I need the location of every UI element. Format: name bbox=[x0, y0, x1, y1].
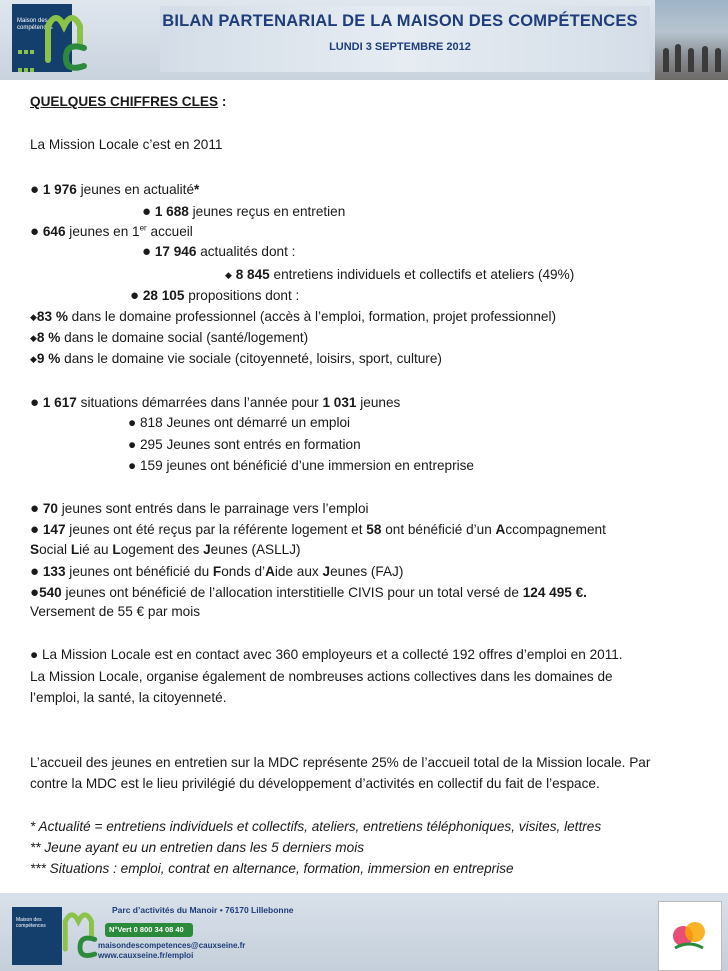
footer-phone: N°Vert 0 800 34 08 40 bbox=[105, 923, 193, 937]
stat-line: ● 1 976 jeunes en actualité* bbox=[30, 181, 200, 198]
stat-line: Versement de 55 € par mois bbox=[30, 604, 201, 619]
bullet-icon: ● bbox=[30, 500, 40, 517]
stat-line: ◆9 % dans le domaine vie sociale (citoyenneté, loisirs, sport, culture) bbox=[30, 351, 442, 366]
logo-text: Maison des compétences bbox=[17, 18, 53, 31]
stat-line: ● 133 jeunes ont bénéficié du Fonds d’Aide aux Jeunes (FAJ) bbox=[30, 563, 404, 580]
paragraph-line: La Mission Locale, organise également de nombreuses actions collectives dans les domaines de bbox=[30, 669, 613, 684]
stat-line: ◆8 % dans le domaine social (santé/logement) bbox=[30, 330, 309, 345]
footer-address: Parc d’activités du Manoir • 76170 Lillebonne bbox=[112, 905, 294, 915]
header-photo bbox=[655, 0, 728, 80]
footer-mc-logo-icon bbox=[62, 901, 98, 963]
bullet-icon: ● bbox=[130, 287, 140, 304]
stat-line: ● 1 617 situations démarrées dans l’année pour 1 031 jeunes bbox=[30, 394, 401, 411]
diamond-icon: ◆ bbox=[30, 333, 37, 343]
stat-subline: ● 159 jeunes ont bénéficié d’une immersion en entreprise bbox=[128, 458, 474, 473]
stat-subline: ● 818 Jeunes ont démarré un emploi bbox=[128, 415, 351, 430]
bullet-icon: ● bbox=[30, 394, 40, 411]
bullet-icon: ● bbox=[142, 203, 152, 220]
page-date: LUNDI 3 SEPTEMBRE 2012 bbox=[329, 41, 471, 53]
paragraph-line: l’emploi, la santé, la citoyenneté. bbox=[30, 690, 227, 705]
page-footer bbox=[0, 893, 728, 971]
paragraph-line: ● La Mission Locale est en contact avec 360 employeurs et a collecté 192 offres d’emploi en 2011. bbox=[30, 647, 623, 662]
bullet-icon: ● bbox=[30, 563, 40, 580]
paragraph-line: contre la MDC est le lieu privilégié du développement d’activités en collectif du fait de l’espace. bbox=[30, 776, 600, 791]
intro-line: La Mission Locale c’est en 2011 bbox=[30, 137, 223, 152]
mc-logo-icon bbox=[44, 4, 88, 74]
bullet-icon: ● bbox=[30, 223, 40, 240]
diamond-icon: ◆ bbox=[30, 312, 37, 322]
page-header bbox=[0, 0, 728, 80]
footer-website[interactable]: www.cauxseine.fr/emploi bbox=[98, 951, 194, 960]
stat-line: ●540 jeunes ont bénéficié de l’allocation interstitielle CIVIS pour un total versé de 124 495 €. bbox=[30, 584, 587, 601]
stat-line: ● 1 688 jeunes reçus en entretien bbox=[142, 203, 346, 220]
stat-line: ◆83 % dans le domaine professionnel (accès à l’emploi, formation, projet professionnel) bbox=[30, 309, 557, 324]
footer-logo-text: Maison des compétences bbox=[16, 917, 46, 929]
stat-line: ● 70 jeunes sont entrés dans le parrainage vers l’emploi bbox=[30, 500, 369, 517]
stat-line: ◆ 8 845 entretiens individuels et collectifs et ateliers (49%) bbox=[225, 267, 575, 282]
footer-logo bbox=[12, 907, 62, 965]
stat-line: ● 646 jeunes en 1er accueil bbox=[30, 223, 193, 240]
stat-line: ● 147 jeunes ont été reçus par la référente logement et 58 ont bénéficié d’un Accompagnement bbox=[30, 521, 606, 538]
footnote: *** Situations : emploi, contrat en alternance, formation, immersion en entreprise bbox=[30, 861, 514, 876]
partner-logo-icon bbox=[669, 914, 709, 954]
diamond-icon: ◆ bbox=[30, 354, 37, 364]
stat-line: ● 28 105 propositions dont : bbox=[130, 287, 300, 304]
bullet-icon: ● bbox=[30, 521, 40, 538]
page-title: BILAN PARTENARIAL DE LA MAISON DES COMPÉTENCES bbox=[162, 12, 638, 30]
stat-subline: ● 295 Jeunes sont entrés en formation bbox=[128, 437, 361, 452]
bullet-icon: ● bbox=[30, 181, 40, 198]
paragraph-line: L’accueil des jeunes en entretien sur la MDC représente 25% de l’accueil total de la Mission locale. Par bbox=[30, 755, 651, 770]
section-heading: QUELQUES CHIFFRES CLES : bbox=[30, 94, 227, 109]
stat-line: ● 17 946 actualités dont : bbox=[142, 243, 296, 260]
footer-email[interactable]: maisondescompetences@cauxseine.fr bbox=[98, 941, 246, 950]
bullet-icon: ● bbox=[142, 243, 152, 260]
stat-line: Social Lié au Logement des Jeunes (ASLLJ) bbox=[30, 542, 301, 557]
footnote: * Actualité = entretiens individuels et collectifs, ateliers, entretiens téléphoniques, visites, lettres bbox=[30, 819, 602, 834]
diamond-icon: ◆ bbox=[225, 270, 232, 280]
logo-grid-icon bbox=[17, 42, 39, 80]
partner-logo bbox=[658, 901, 722, 971]
bullet-icon: ● bbox=[30, 584, 40, 601]
footnote: ** Jeune ayant eu un entretien dans les 5 derniers mois bbox=[30, 840, 365, 855]
